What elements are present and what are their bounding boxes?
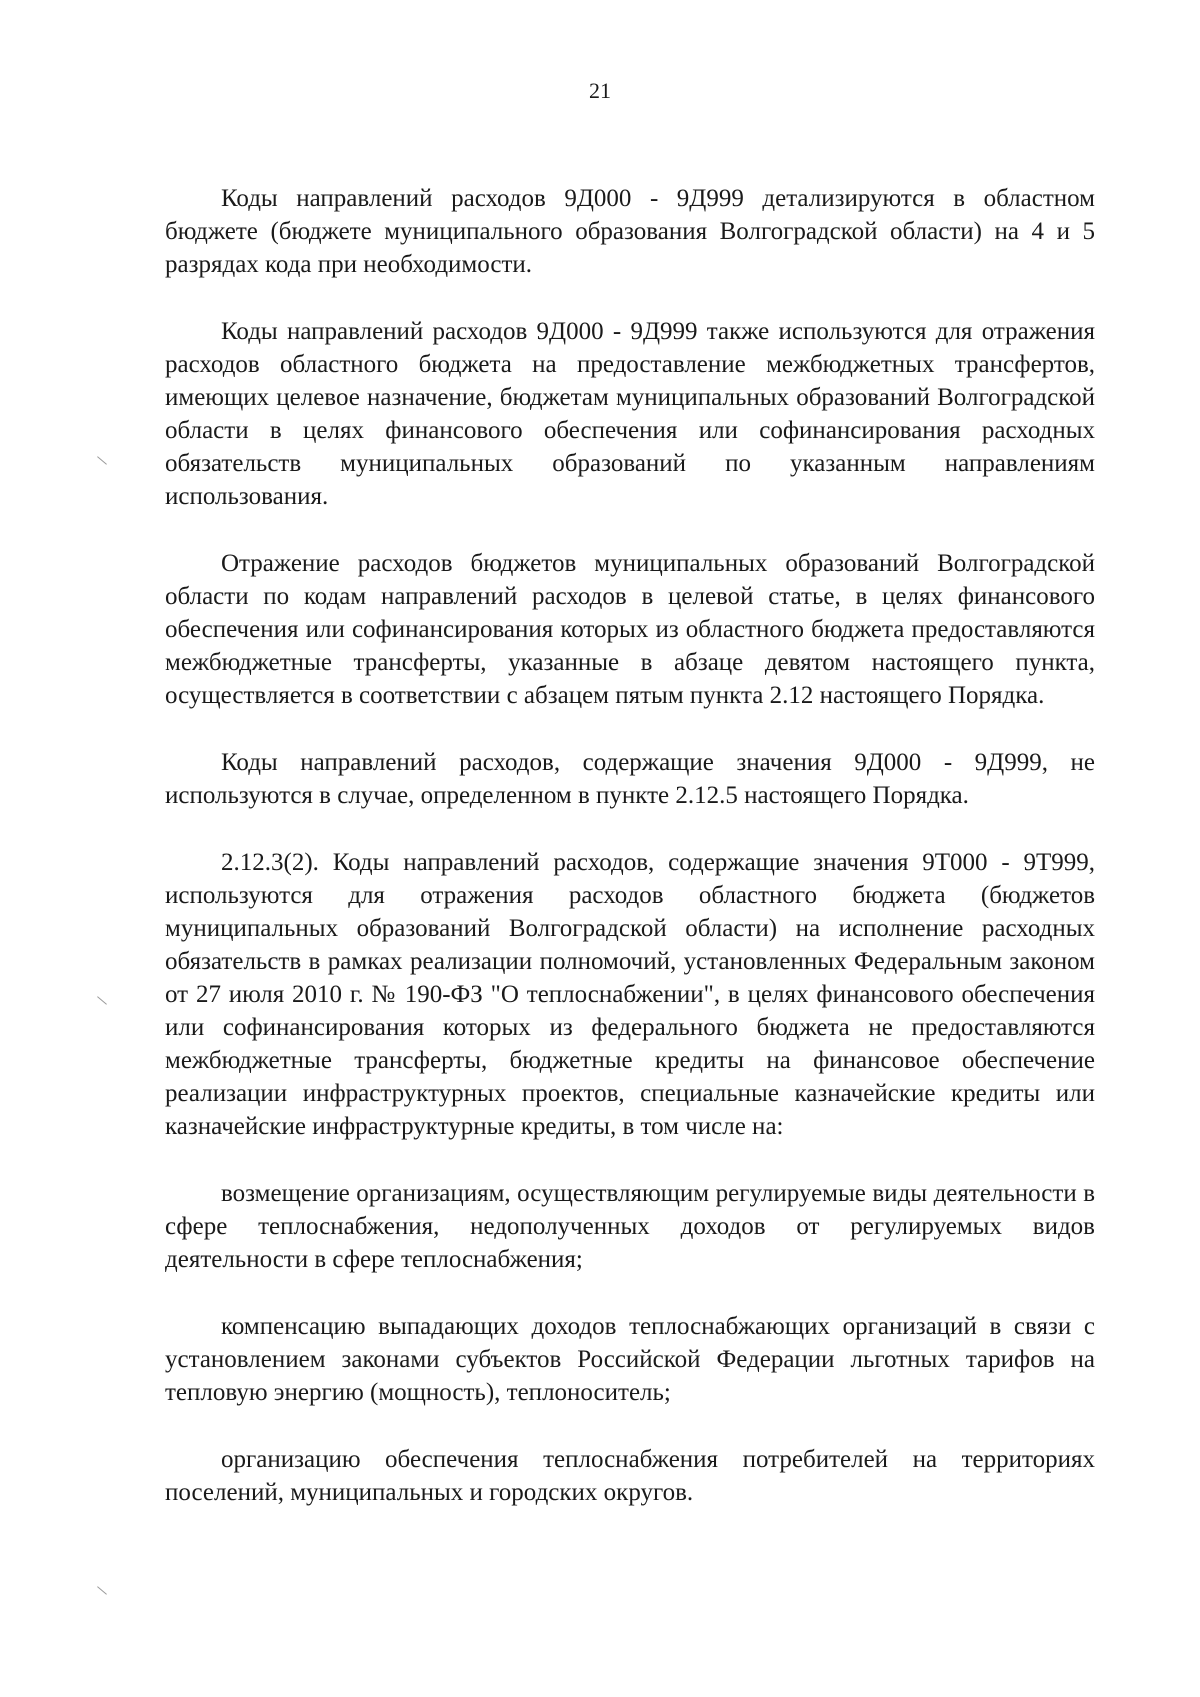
margin-mark [97, 1586, 107, 1594]
paragraph-codes-transfers: Коды направлений расходов 9Д000 - 9Д999 также используются для отражения расходов областного бюджета на предоставление межбюджетных трансфертов, имеющих целевое назначение, бюджетам муниципальных образований Волгоградской области в целях финансового обеспечения или софинансирования расходных обязательств муниципальных образований по указанным направлениям использования. [165, 318, 1095, 510]
paragraph-list-item-lost-income: компенсацию выпадающих доходов теплоснабжающих организаций в связи с установлением законами субъектов Российской Федерации льготных тарифов на тепловую энергию (мощность), теплоноситель; [165, 1313, 1095, 1406]
margin-mark [97, 456, 107, 464]
paragraph-2-12-3-2: 2.12.3(2). Коды направлений расходов, содержащие значения 9Т000 - 9Т999, используются для отражения расходов областного бюджета (бюджетов муниципальных образований Волгоградской области) на исполнение расходных обязательств в рамках реализации полномочий, установленных Федеральным законом от 27 июля 2010 г. № 190-ФЗ "О теплоснабжении", в целях финансового обеспечения или софинансирования которых из федерального бюджета не предоставляются межбюджетные трансферты, бюджетные кредиты на финансовое обеспечение реализации инфраструктурных проектов, специальные казначейские кредиты или казначейские инфраструктурные кредиты, в том числе на: [165, 849, 1095, 1140]
paragraph-list-item-organization: организацию обеспечения теплоснабжения потребителей на территориях поселений, муниципальных и городских округов. [165, 1446, 1095, 1506]
page-number: 21 [589, 78, 611, 103]
paragraph-reflection: Отражение расходов бюджетов муниципальных образований Волгоградской области по кодам направлений расходов в целевой статье, в целях финансового обеспечения или софинансирования которых из областного бюджета предоставляются межбюджетные трансферты, указанные в абзаце девятом настоящего пункта, осуществляется в соответствии с абзацем пятым пункта 2.12 настоящего Порядка. [165, 550, 1095, 709]
paragraph-codes-not-used: Коды направлений расходов, содержащие значения 9Д000 - 9Д999, не используются в случае, определенном в пункте 2.12.5 настоящего Порядка. [165, 749, 1095, 809]
document-body [165, 182, 1095, 1543]
paragraph-list-item-compensation: возмещение организациям, осуществляющим регулируемые виды деятельности в сфере теплоснабжения, недополученных доходов от регулируемых видов деятельности в сфере теплоснабжения; [165, 1180, 1095, 1273]
paragraph-codes-detail: Коды направлений расходов 9Д000 - 9Д999 детализируются в областном бюджете (бюджете муниципального образования Волгоградской области) на 4 и 5 разрядах кода при необходимости. [165, 185, 1095, 278]
margin-mark [97, 996, 107, 1004]
